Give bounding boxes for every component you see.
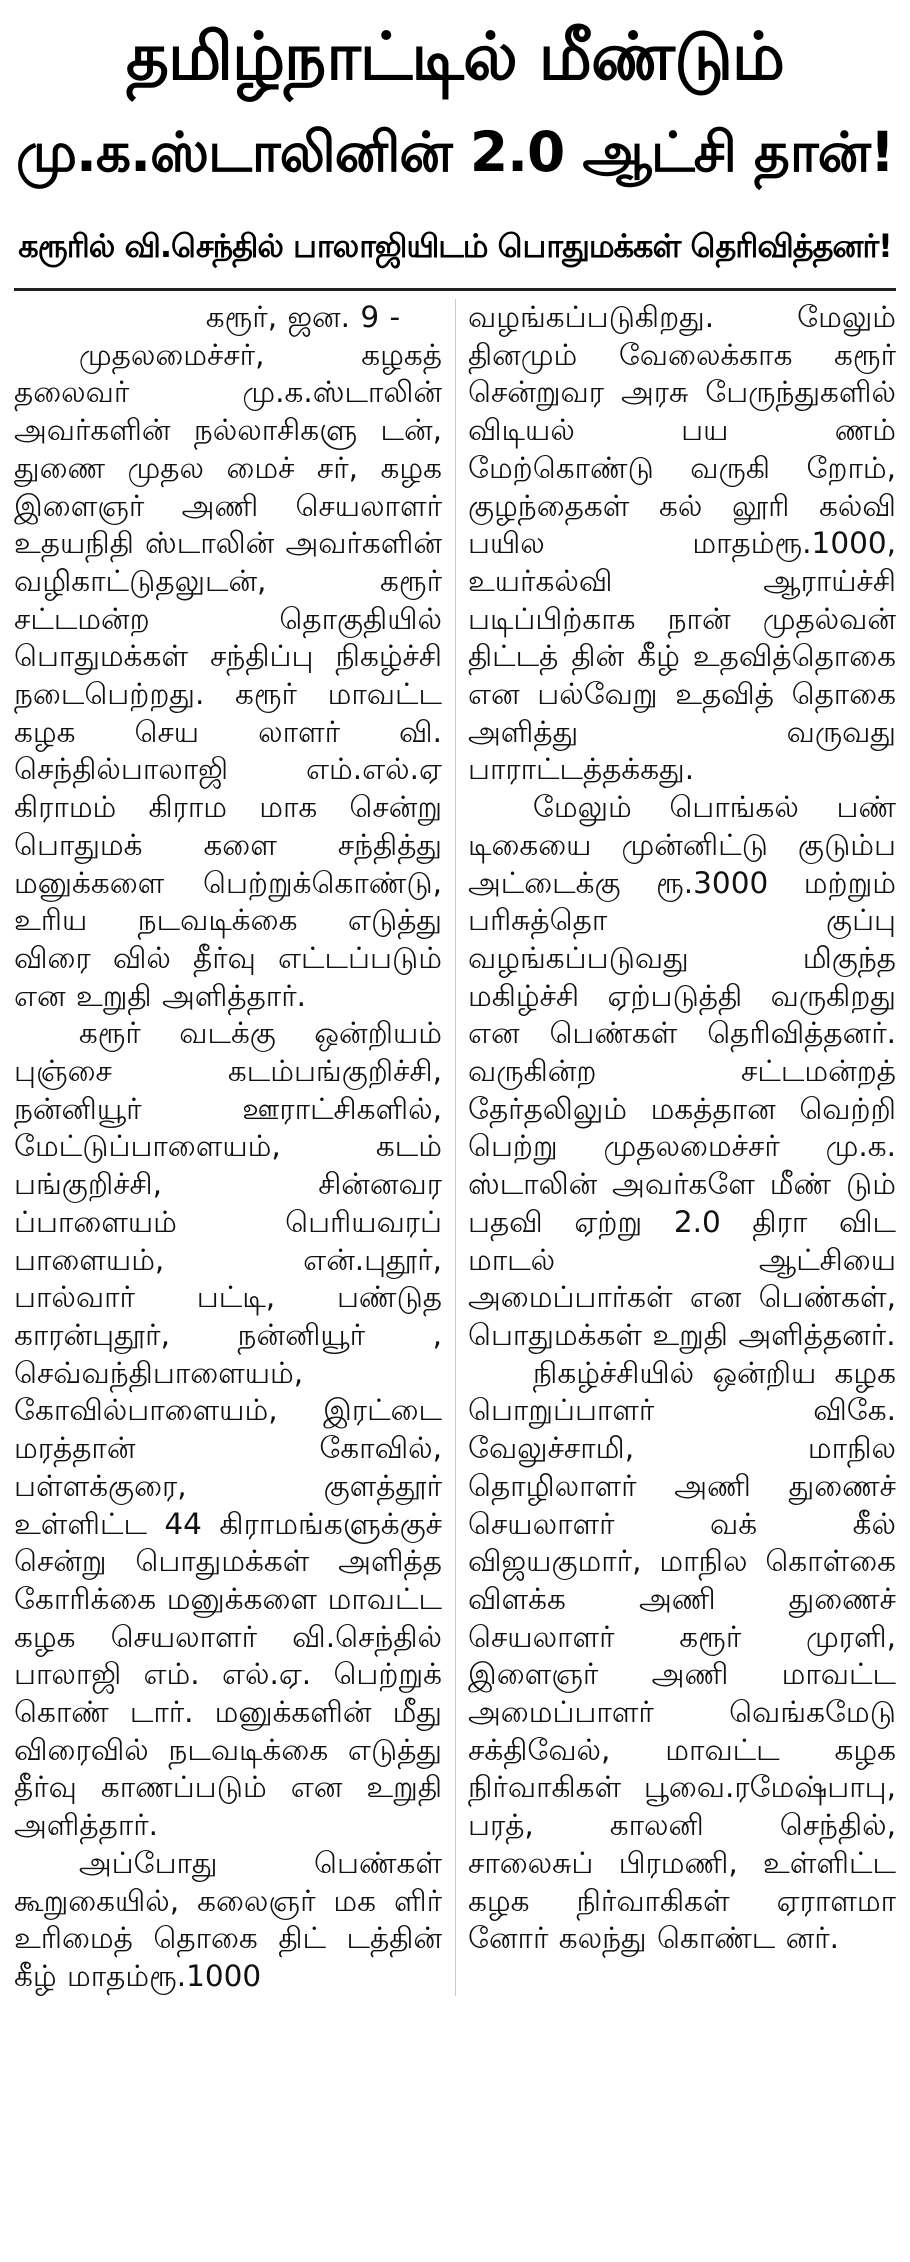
headline-line-1: தமிழ்நாட்டில் மீண்டும்	[125, 18, 785, 95]
header-divider	[14, 288, 896, 291]
article-paragraph: மேலும் பொங்கல் பண் டிகையை முன்னிட்டு குடும்ப அட்டைக்கு ரூ.3000 மற்றும் பரிசுத்தொ குப்பு வழங்கப்படுவது மிகுந்த மகிழ்ச்சி ஏற்படுத்தி வருகிறது என பெண்கள் தெரிவித்தனர். வருகின்ற சட்டமன்றத் தேர்தலிலும் மகத்தான வெற்றி பெற்று முதலமைச்சர் மு.க. ஸ்டாலின் அவர்களே மீண் டும் பதவி ஏற்று 2.0 திரா விட மாடல் ஆட்சியை அமைப்பார்கள் என பெண்கள், பொதுமக்கள் உறுதி அளித்தனர்.	[468, 790, 896, 1352]
headline-line-2: மு.க.ஸ்டாலினின் 2.0 ஆட்சி தான்!	[15, 120, 895, 184]
article-paragraph: கரூர் வடக்கு ஒன்றியம் புஞ்சை கடம்பங்குறிச்சி, நன்னியூர் ஊராட்சிகளில், மேட்டுப்பாளையம், கடம் பங்குறிச்சி, சின்னவர ப்பாளையம் பெரியவரப் பாளையம், என்.புதூர், பால்வார் பட்டி, பண்டுத காரன்புதூர், நன்னியூர் , செவ்வந்திபாளையம், கோவில்பாளையம், இரட்டை மரத்தான் கோவில், பள்ளக்குரை, குளத்தூர் உள்ளிட்ட 44 கிராமங்களுக்குச் சென்று பொதுமக்கள் அளித்த கோரிக்கை மனுக்களை மாவட்ட கழக செயலாளர் வி.செந்தில் பாலாஜி எம். எல்.ஏ. பெற்றுக் கொண் டார். மனுக்களின் மீது விரைவில் நடவடிக்கை எடுத்து தீர்வு காணப்படும் என உறுதி அளித்தார்.	[14, 1016, 442, 1843]
subheadline: கரூரில் வி.செந்தில் பாலாஜியிடம் பொதுமக்கள் தெரிவித்தனர்!	[18, 227, 892, 265]
article-column-right	[468, 299, 896, 1996]
article-paragraph: நிகழ்ச்சியில் ஒன்றிய கழக பொறுப்பாளர் விகே. வேலுச்சாமி, மாநில தொழிலாளர் அணி துணைச் செயலாளர் வக் கீல் விஜயகுமார், மாநில கொள்கை விளக்க அணி துணைச் செயலாளர் கரூர் முரளி, இளைஞர் அணி மாவட்ட அமைப்பாளர் வெங்கமேடு சக்திவேல், மாவட்ட கழக நிர்வாகிகள் பூவை.ரமேஷ்பாபு, பரத், காலனி செந்தில், சாலைசுப் பிரமணி, உள்ளிட்ட கழக நிர்வாகிகள் ஏராளமா னோர் கலந்து கொண்ட னர்.	[468, 1355, 896, 1956]
article-column-left	[14, 299, 442, 1996]
column-divider	[455, 299, 456, 1996]
article-dateline: கரூர், ஜன. 9 -	[205, 300, 401, 334]
article-paragraph: அப்போது பெண்கள் கூறுகையில், கலைஞர் மக ளிர் உரிமைத் தொகை திட் டத்தின் கீழ் மாதம்ரூ.1000	[14, 1845, 442, 1993]
article-paragraph: முதலமைச்சர், கழகத் தலைவர் மு.க.ஸ்டாலின் அவர்களின் நல்லாசிகளு டன், துணை முதல மைச் சர், கழக இளைஞர் அணி செயலாளர் உதயநிதி ஸ்டாலின் அவர்களின் வழிகாட்டுதலுடன், கரூர் சட்டமன்ற தொகுதியில் பொதுமக்கள் சந்திப்பு நிகழ்ச்சி நடைபெற்றது. கரூர் மாவட்ட கழக செய லாளர் வி. செந்தில்பாலாஜி எம்.எல்.ஏ கிராமம் கிராம மாக சென்று பொதுமக் களை சந்தித்து மனுக்களை பெற்றுக்கொண்டு, உரிய நடவடிக்கை எடுத்து விரை வில் தீர்வு எட்டப்படும் என உறுதி அளித்தார்.	[14, 337, 442, 1013]
article-body	[14, 299, 896, 1996]
article-paragraph: வழங்கப்படுகிறது. மேலும் தினமும் வேலைக்காக கரூர் சென்றுவர அரசு பேருந்துகளில் விடியல் பய ணம் மேற்கொண்டு வருகி றோம், குழந்தைகள் கல் லூரி கல்வி பயில மாதம்ரூ.1000, உயர்கல்வி ஆராய்ச்சி படிப்பிற்காக நான் முதல்வன் திட்டத் தின் கீழ் உதவித்தொகை என பல்வேறு உதவித் தொகை அளித்து வருவது பாராட்டத்தக்கது.	[468, 300, 896, 787]
